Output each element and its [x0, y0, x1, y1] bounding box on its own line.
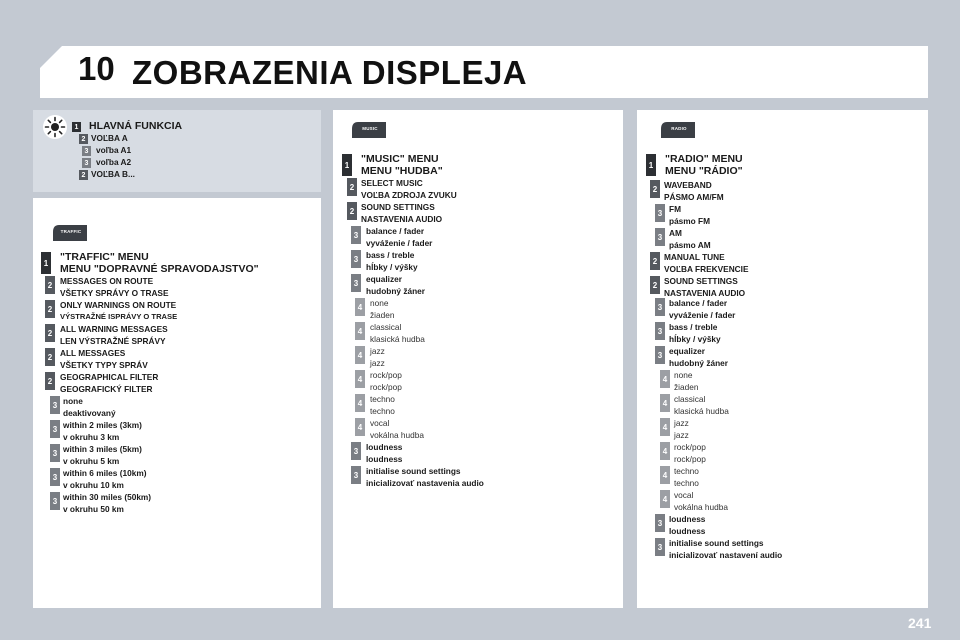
music-button-label: MUSIC [362, 126, 378, 131]
chapter-number: 10 [78, 50, 115, 87]
page-title: ZOBRAZENIA DISPLEJA [132, 54, 528, 91]
sun-icon [42, 114, 68, 140]
traffic-button-label: TRAFFIC [60, 229, 82, 234]
traffic-button-icon [51, 223, 89, 243]
page-number: 241 [908, 615, 932, 631]
radio-button-label: RADIO [671, 126, 687, 131]
music-button-icon [350, 120, 388, 140]
radio-button-icon [659, 120, 697, 140]
